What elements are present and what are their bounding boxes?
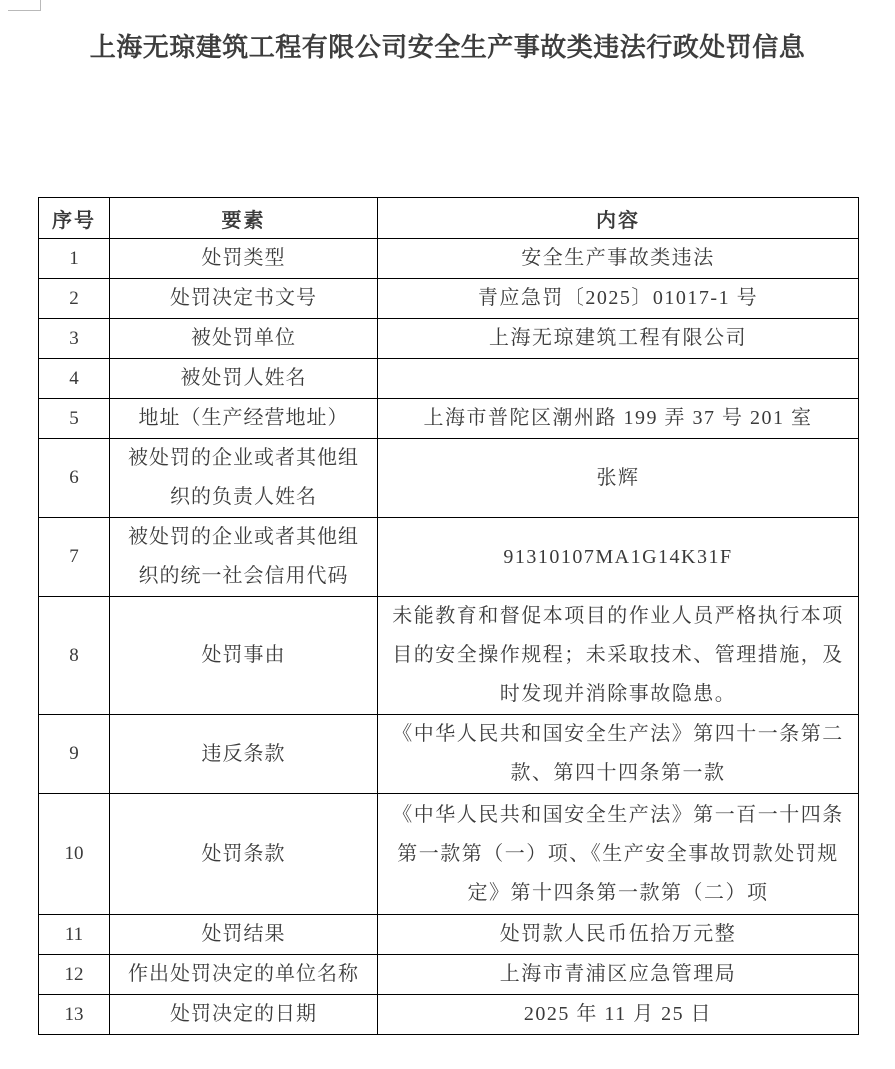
content-cell: 上海无琼建筑工程有限公司 (378, 319, 859, 359)
content-cell: 青应急罚〔2025〕01017-1 号 (378, 279, 859, 319)
table-row (39, 794, 859, 915)
element-cell: 处罚类型 (110, 239, 378, 279)
content-cell: 处罚款人民币伍拾万元整 (378, 915, 859, 955)
table-row (39, 319, 859, 359)
content-cell: 张辉 (378, 439, 859, 518)
table-row (39, 399, 859, 439)
element-cell: 处罚事由 (110, 597, 378, 715)
element-cell: 处罚决定的日期 (110, 995, 378, 1035)
table-row (39, 359, 859, 399)
table-row (39, 915, 859, 955)
table-header (39, 198, 859, 239)
index-cell: 5 (39, 399, 110, 439)
index-cell: 1 (39, 239, 110, 279)
column-header-content: 内容 (378, 198, 859, 239)
column-header-index: 序号 (39, 198, 110, 239)
table-body (39, 239, 859, 1035)
index-cell: 10 (39, 794, 110, 915)
index-cell: 8 (39, 597, 110, 715)
table-row (39, 597, 859, 715)
content-cell (378, 359, 859, 399)
index-cell: 13 (39, 995, 110, 1035)
element-cell: 地址（生产经营地址） (110, 399, 378, 439)
index-cell: 7 (39, 518, 110, 597)
table-header-row (39, 198, 859, 239)
content-cell: 上海市普陀区潮州路 199 弄 37 号 201 室 (378, 399, 859, 439)
table-row (39, 439, 859, 518)
page-corner-artifact (8, 0, 41, 11)
element-cell: 被处罚人姓名 (110, 359, 378, 399)
table-row (39, 518, 859, 597)
index-cell: 4 (39, 359, 110, 399)
index-cell: 12 (39, 955, 110, 995)
element-cell: 处罚条款 (110, 794, 378, 915)
content-cell: 《中华人民共和国安全生产法》第四十一条第二款、第四十四条第一款 (378, 715, 859, 794)
index-cell: 6 (39, 439, 110, 518)
content-cell: 安全生产事故类违法 (378, 239, 859, 279)
element-cell: 被处罚单位 (110, 319, 378, 359)
table-row (39, 239, 859, 279)
table-row (39, 279, 859, 319)
page-title: 上海无琼建筑工程有限公司安全生产事故类违法行政处罚信息 (89, 32, 806, 62)
element-cell: 处罚结果 (110, 915, 378, 955)
element-cell: 处罚决定书文号 (110, 279, 378, 319)
content-cell: 91310107MA1G14K31F (378, 518, 859, 597)
content-cell: 未能教育和督促本项目的作业人员严格执行本项目的安全操作规程；未采取技术、管理措施，及时发现并消除事故隐患。 (378, 597, 859, 715)
index-cell: 2 (39, 279, 110, 319)
index-cell: 11 (39, 915, 110, 955)
element-cell: 作出处罚决定的单位名称 (110, 955, 378, 995)
index-cell: 3 (39, 319, 110, 359)
index-cell: 9 (39, 715, 110, 794)
content-cell: 上海市青浦区应急管理局 (378, 955, 859, 995)
content-cell: 《中华人民共和国安全生产法》第一百一十四条第一款第（一）项、《生产安全事故罚款处罚规定》第十四条第一款第（二）项 (378, 794, 859, 915)
element-cell: 违反条款 (110, 715, 378, 794)
table-row (39, 955, 859, 995)
column-header-element: 要素 (110, 198, 378, 239)
content-cell: 2025 年 11 月 25 日 (378, 995, 859, 1035)
element-cell: 被处罚的企业或者其他组织的负责人姓名 (110, 439, 378, 518)
penalty-info-table (38, 197, 859, 1035)
element-cell: 被处罚的企业或者其他组织的统一社会信用代码 (110, 518, 378, 597)
table-row (39, 995, 859, 1035)
table-row (39, 715, 859, 794)
